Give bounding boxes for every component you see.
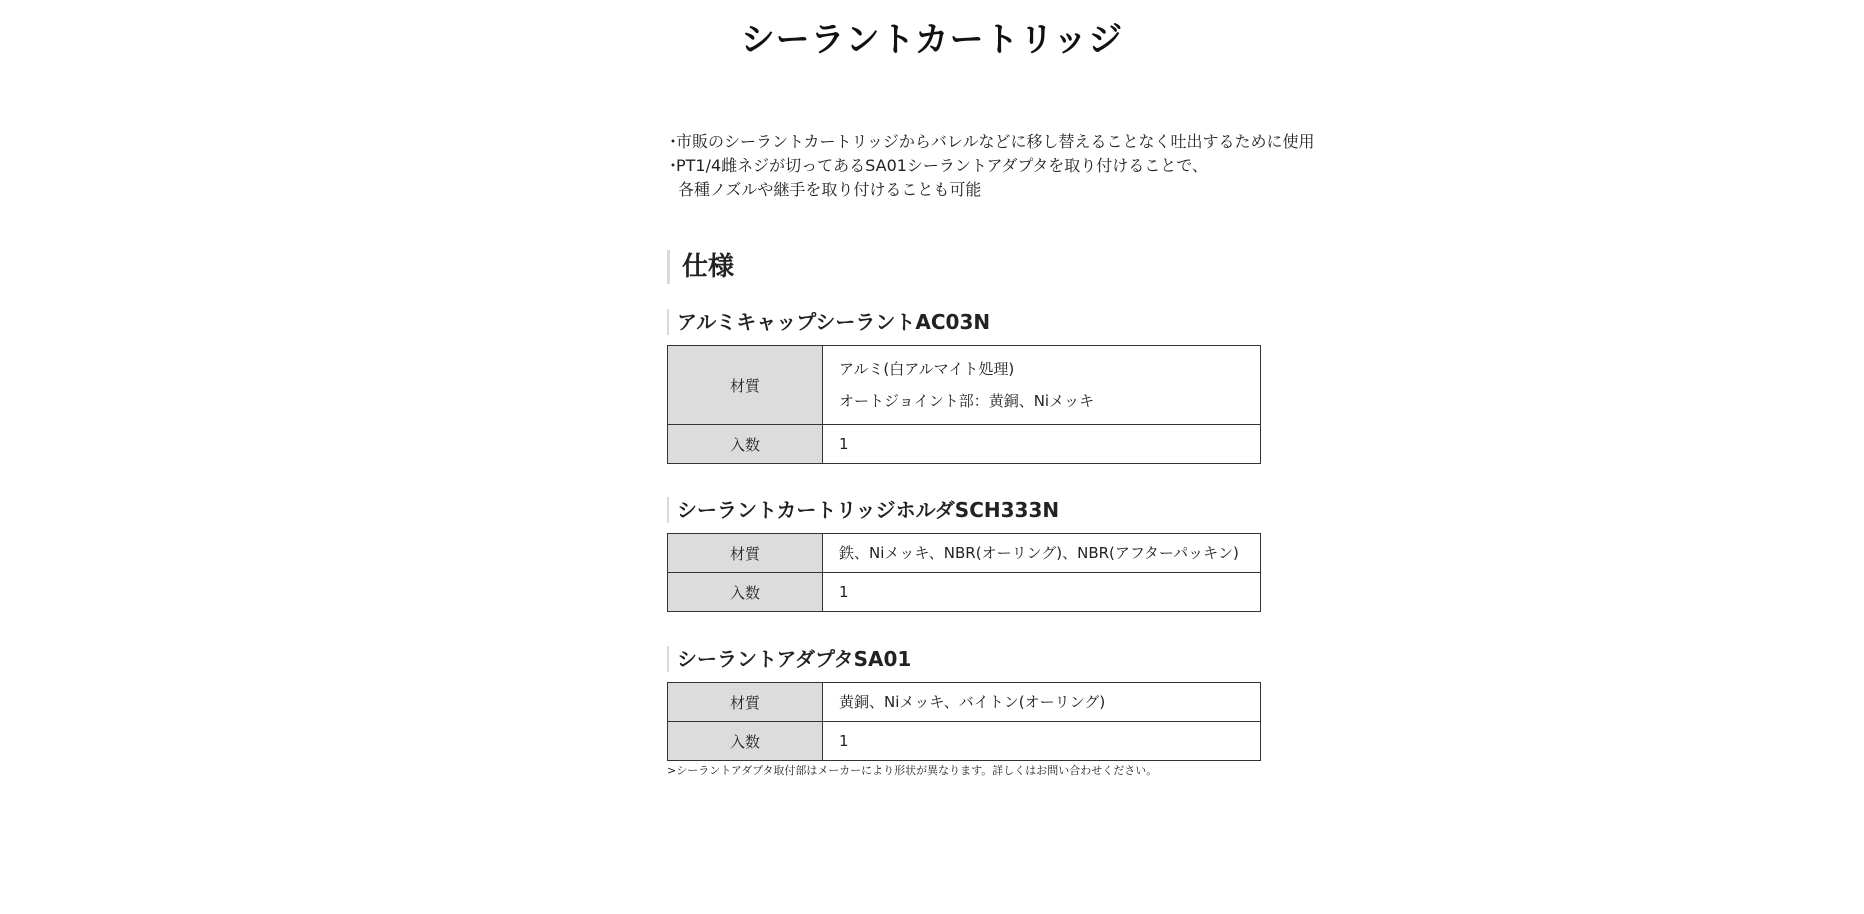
material-value xyxy=(823,346,1261,425)
intro-item: ・ PT1/4雌ネジが切ってあるSA01シーラントアダプタを取り付けることで、 各種ノズルや継手を取り付けることも可能 xyxy=(667,154,1367,202)
table-row xyxy=(668,425,1261,464)
material-value: 黄銅、Niメッキ、バイトン(オーリング) xyxy=(823,683,1261,722)
material-label: 材質 xyxy=(668,683,823,722)
intro-list xyxy=(667,130,1367,202)
material-label: 材質 xyxy=(668,346,823,425)
spec-table xyxy=(667,345,1261,464)
material-label: 材質 xyxy=(668,534,823,573)
intro-item: ・ 市販のシーラントカートリッジからバレルなどに移し替えることなく吐出するために使用 xyxy=(667,130,1367,154)
product-heading: シーラントカートリッジホルダSCH333N xyxy=(667,497,1261,523)
product-heading: アルミキャップシーラントAC03N xyxy=(667,309,1261,335)
quantity-label: 入数 xyxy=(668,722,823,761)
material-value-line: アルミ(白アルマイト処理) xyxy=(839,360,1015,378)
spec-table xyxy=(667,682,1261,761)
material-value: 鉄、Niメッキ、NBR(オーリング)、NBR(アフターパッキン) xyxy=(823,534,1261,573)
table-row xyxy=(668,573,1261,612)
quantity-label: 入数 xyxy=(668,573,823,612)
product-heading: シーラントアダプタSA01 xyxy=(667,646,1261,672)
quantity-value: 1 xyxy=(823,425,1261,464)
intro-section xyxy=(667,130,1367,202)
table-row xyxy=(668,722,1261,761)
quantity-value: 1 xyxy=(823,573,1261,612)
material-value-line: オートジョイント部：黄銅、Niメッキ xyxy=(839,392,1095,410)
quantity-label: 入数 xyxy=(668,425,823,464)
page-title: シーラントカートリッジ xyxy=(740,20,1124,60)
product-ac03n xyxy=(667,309,1261,464)
footnote: >シーラントアダプタ取付部はメーカーにより形状が異なります。詳しくはお問い合わせください。 xyxy=(667,764,1158,777)
table-row xyxy=(668,534,1261,573)
product-sch333n xyxy=(667,497,1261,612)
product-sa01 xyxy=(667,646,1261,778)
spec-heading: 仕様 xyxy=(667,250,734,284)
table-row xyxy=(668,683,1261,722)
table-row xyxy=(668,346,1261,425)
quantity-value: 1 xyxy=(823,722,1261,761)
spec-table xyxy=(667,533,1261,612)
